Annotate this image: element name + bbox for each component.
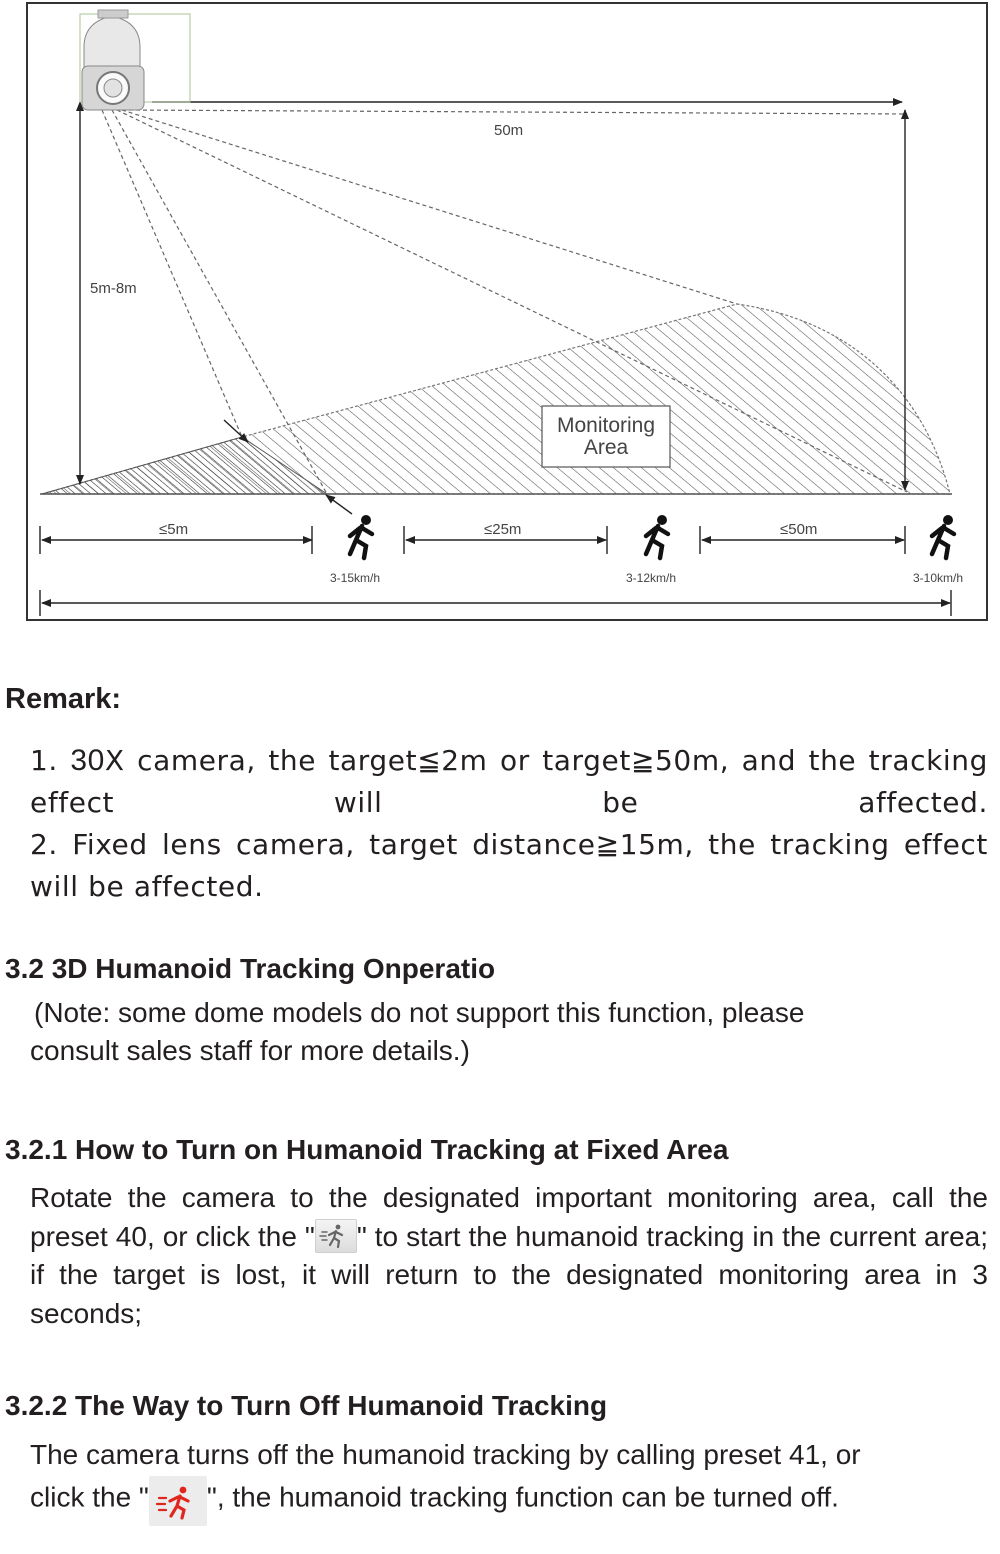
monitoring-area-label-2: Area <box>583 436 629 459</box>
distance-50m-label: 50m <box>494 122 524 139</box>
section-3-2-2-heading: 3.2.2 The Way to Turn Off Humanoid Tracking <box>5 1390 608 1421</box>
walking-person-icon <box>350 515 954 558</box>
section-3-2-2-line1: The camera turns off the humanoid tracking by calling preset 41, or <box>30 1439 861 1470</box>
section-3-2-2-line2: click the " ", the humanoid tracking function can be turned off. <box>30 1474 988 1524</box>
section-3-2-note-line1: (Note: some dome models do not support this function, please <box>34 997 805 1028</box>
range-50m-label: ≤50m <box>780 521 818 538</box>
section-3-2-heading: 3.2 3D Humanoid Tracking Onperatio <box>5 953 496 984</box>
humanoid-tracking-off-icon[interactable] <box>149 1476 207 1526</box>
remark-item-1: 1. 30X camera, the target≦2m or target≧50m, and the tracking effect will be affected. <box>30 744 989 819</box>
section-3-2-note-line2: consult sales staff for more details.) <box>30 1035 470 1066</box>
remark-number: 30 <box>70 744 105 777</box>
tracking-range-diagram <box>26 2 988 621</box>
remark-heading: Remark: <box>5 683 122 715</box>
range-25m-label: ≤25m <box>484 521 522 538</box>
monitoring-area-label-1: Monitoring <box>556 414 656 437</box>
diagram-svg <box>2 2 1000 627</box>
speed-label-1: 3-15km/h <box>330 571 381 585</box>
section-3-2-1-heading: 3.2.1 How to Turn on Humanoid Tracking at Fixed Area <box>5 1134 729 1165</box>
speed-label-2: 3-12km/h <box>626 571 677 585</box>
pointer-arrow-2 <box>326 495 352 514</box>
speed-label-3: 3-10km/h <box>913 571 964 585</box>
range-5m-label: ≤5m <box>159 521 189 538</box>
section-3-2-1-paragraph: Rotate the camera to the designated important monitoring area, call the preset 40, or click the " " to start the humanoid tracking in the current area; if the target is lost, it will return to the designated monitoring area in 3 seconds; <box>30 1182 989 1329</box>
height-label: 5m-8m <box>90 280 137 297</box>
dome-camera-icon <box>80 10 190 110</box>
humanoid-tracking-on-icon[interactable] <box>315 1219 357 1253</box>
remark-item-2: 2. Fixed lens camera, target distance≧15m, the tracking effect will be affected. <box>30 828 988 903</box>
